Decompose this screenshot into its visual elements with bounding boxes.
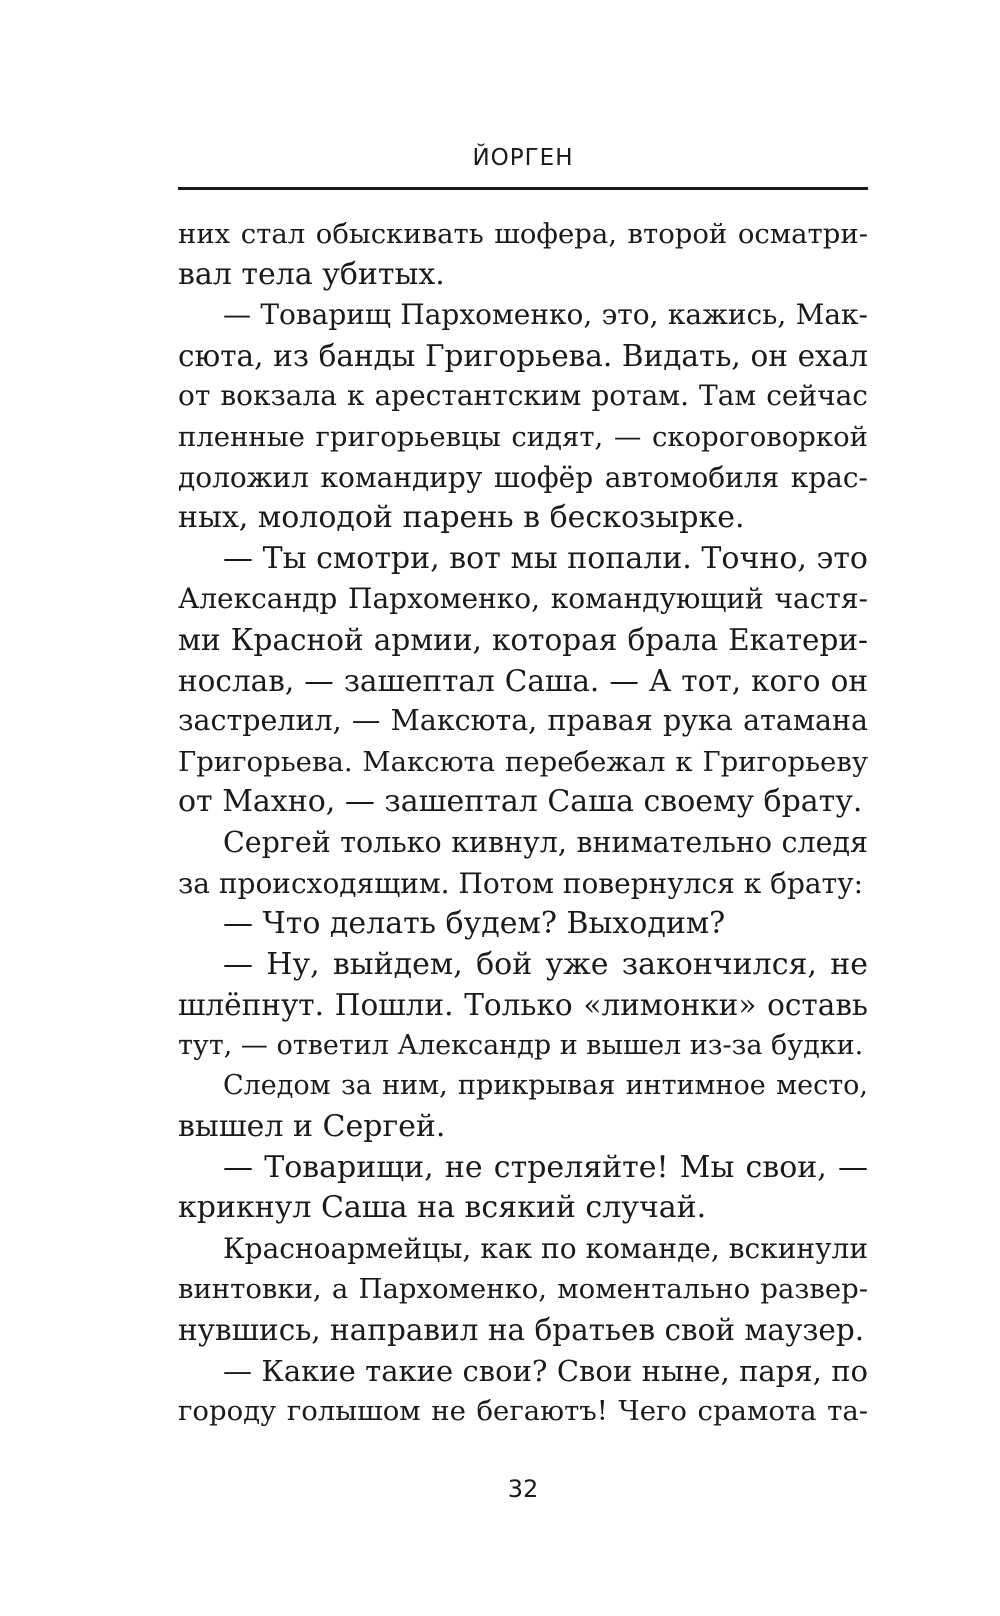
text-line: нувшись, направил на братьев свой маузер. [178,1313,865,1348]
text-line: от вокзала к арестантским ротам. Там сейчас [178,379,868,413]
text-line: от Махно, — зашептал Саша своему брату. [178,784,863,820]
text-line: вышел и Сергей. [178,1109,446,1145]
text-line: — Товарищи, не стреляйте! Мы свои, — [223,1149,868,1185]
text-line: ми Красной армии, которая брала Екатери- [178,622,868,657]
text-line: вал тела убитых. [178,256,445,292]
text-line: — Товарищ Пархоменко, это, кажись, Мак- [223,298,868,332]
page-body-text [178,214,868,1432]
text-line: тут, — ответил Александр и вышел из-за будки. [178,1029,864,1061]
text-line: застрелил, — Максюта, правая рука атамана [178,704,868,738]
text-line: нослав, — зашептал Саша. — А тот, кого он [178,663,868,698]
text-line: Григорьева. Максюта перебежал к Григорьеву [178,745,868,778]
text-line: — Ты смотри, вот мы попали. Точно, это [223,540,868,576]
text-line: крикнул Саша на всякий случай. [178,1190,707,1226]
text-line: — Что делать будем? Выходим? [223,906,726,942]
text-line: ных, молодой парень в бескозырке. [178,500,745,536]
text-line: городу голышом не бегаютъ! Чего срамота та- [178,1395,868,1428]
text-line: Красноармейцы, как по команде, вскинули [223,1231,868,1265]
text-line: Следом за ним, прикрывая интимное место, [223,1070,868,1102]
page-number: 32 [507,1475,539,1503]
text-line: пленные григорьевцы сидят, — скороговоркой [178,420,868,453]
text-line: Сергей только кивнул, внимательно следя [223,825,868,859]
text-line: шлёпнут. Пошли. Только «лимонки» оставь [178,988,868,1023]
text-line: доложил командиру шофёр автомобиля крас- [178,460,868,494]
text-line: Александр Пархоменко, командующий частя- [178,582,868,616]
text-line: сюта, из банды Григорьева. Видать, он ехал [178,338,868,373]
running-title: ЙОРГЕН [472,145,574,171]
header-rule [178,187,868,190]
text-line: за происходящим. Потом повернулся к брату: [178,866,864,900]
text-line: винтовки, а Пархоменко, моментально развер- [178,1273,868,1306]
text-line: — Ну, выйдем, бой уже закончился, не [223,946,868,982]
text-line: них стал обыскивать шофера, второй осматри- [178,218,868,250]
text-line: — Какие такие свои? Свои ныне, паря, по [223,1353,868,1388]
